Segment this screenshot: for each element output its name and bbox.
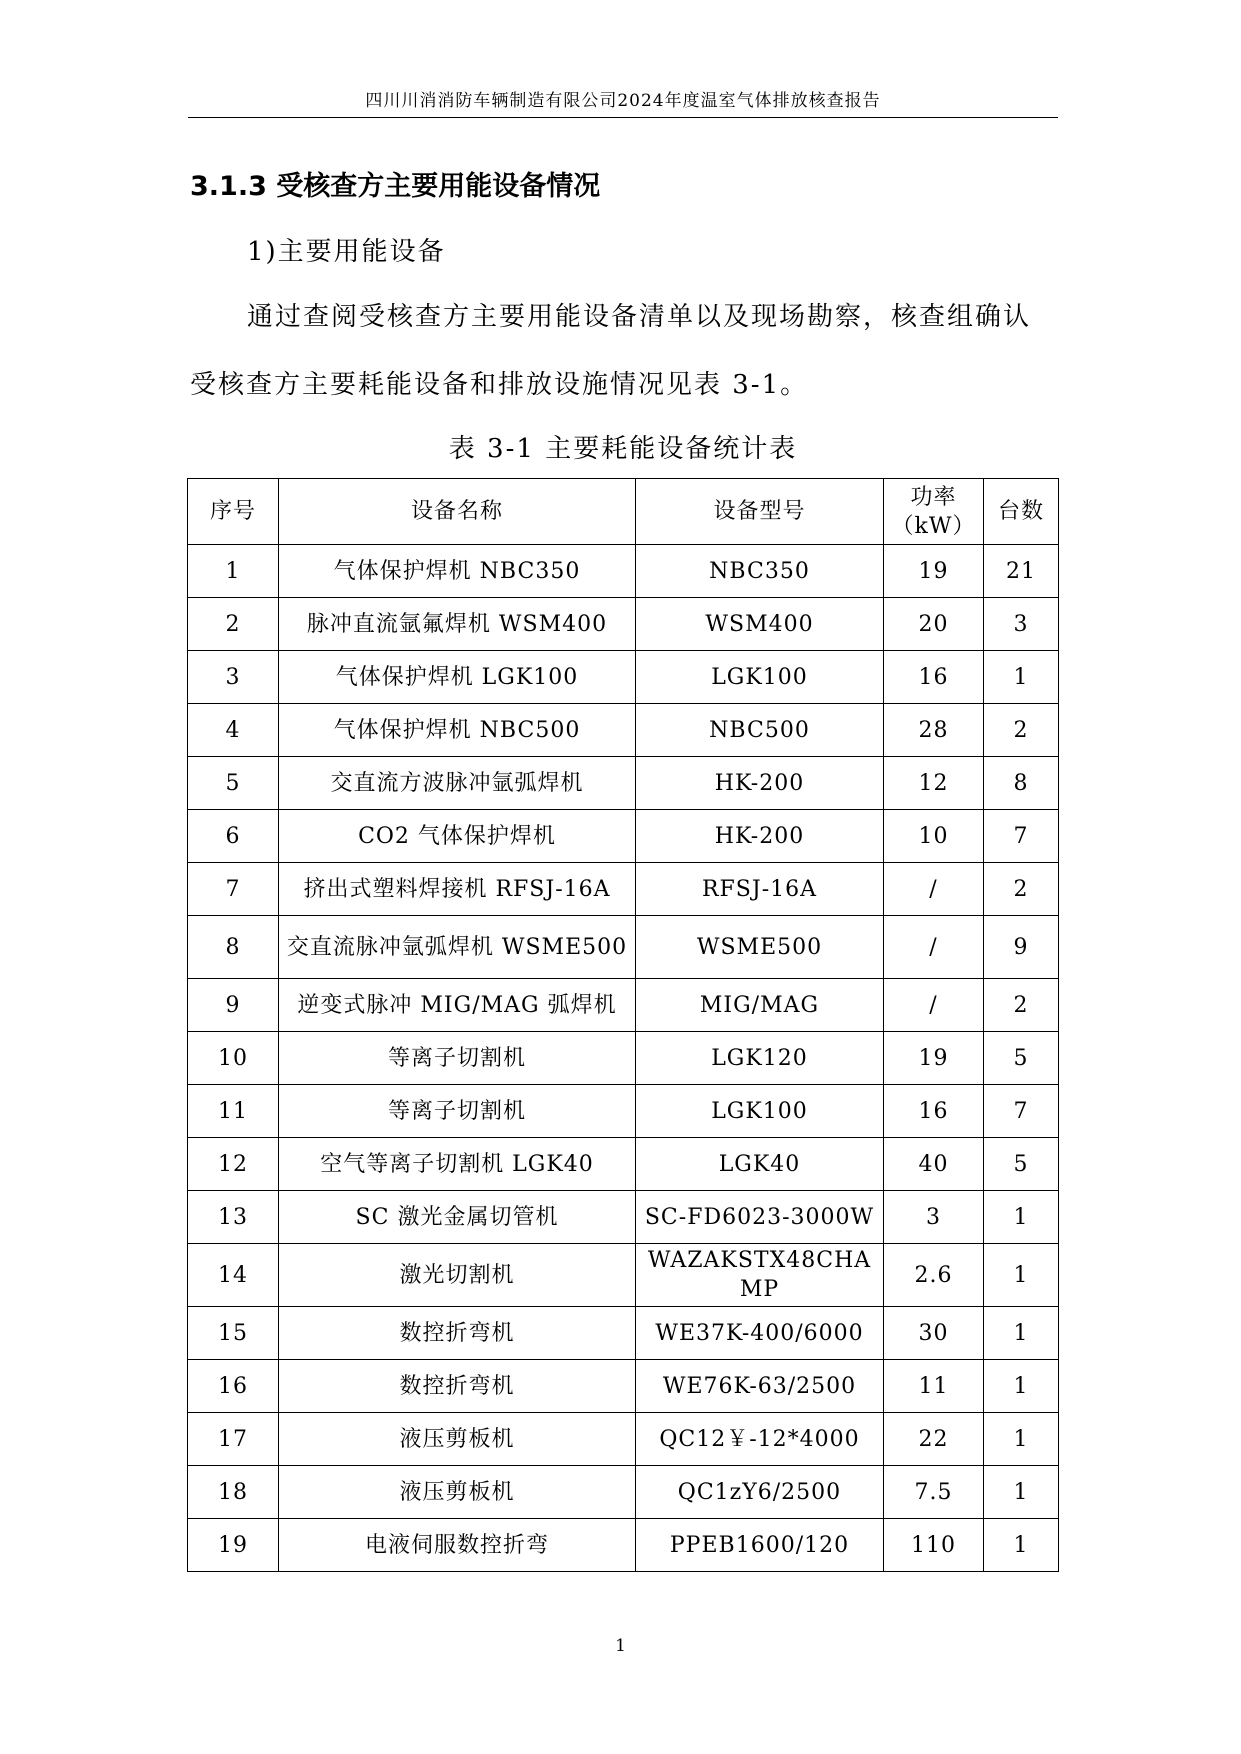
cell-name: 数控折弯机 [279,1360,636,1413]
header-power-unit: （kW） [891,513,976,539]
cell-model: SC-FD6023-3000W [636,1191,884,1244]
table-row [188,1191,1059,1244]
cell-power: 10 [884,810,984,863]
cell-count: 9 [984,916,1059,979]
cell-model: WSME500 [636,916,884,979]
cell-count: 3 [984,598,1059,651]
cell-count: 1 [984,1413,1059,1466]
cell-power: 20 [884,598,984,651]
header-power-label: 功率 [910,484,957,510]
section-title: 3.1.3 受核查方主要用能设备情况 [190,171,601,202]
cell-model: HK-200 [636,757,884,810]
cell-power: 2.6 [884,1244,984,1307]
cell-count: 1 [984,1307,1059,1360]
cell-no: 19 [188,1519,279,1572]
cell-count: 5 [984,1138,1059,1191]
cell-no: 7 [188,863,279,916]
table-row [188,598,1059,651]
cell-name: 电液伺服数控折弯 [279,1519,636,1572]
cell-no: 11 [188,1085,279,1138]
cell-power: 19 [884,545,984,598]
cell-model: QC1zY6/2500 [636,1466,884,1519]
table-row [188,1138,1059,1191]
cell-power: 3 [884,1191,984,1244]
cell-no: 13 [188,1191,279,1244]
cell-count: 2 [984,704,1059,757]
cell-model: LGK120 [636,1032,884,1085]
cell-model: LGK100 [636,1085,884,1138]
table-row [188,1307,1059,1360]
equipment-table [187,478,1059,1572]
cell-count: 2 [984,863,1059,916]
table-row [188,545,1059,598]
header-divider [188,117,1058,118]
cell-name: 脉冲直流氩氟焊机 WSM400 [279,598,636,651]
table-row [188,1244,1059,1307]
cell-model: LGK100 [636,651,884,704]
cell-model: NBC350 [636,545,884,598]
cell-no: 1 [188,545,279,598]
cell-no: 10 [188,1032,279,1085]
cell-power: 16 [884,651,984,704]
subsection-title: 1)主要用能设备 [247,237,446,267]
header-no: 序号 [188,479,279,545]
page-header: 四川川消消防车辆制造有限公司2024年度温室气体排放核查报告 [365,91,881,111]
header-model: 设备型号 [636,479,884,545]
cell-name: 等离子切割机 [279,1032,636,1085]
cell-model: WE37K-400/6000 [636,1307,884,1360]
cell-model: WAZAKSTX48CHAMP [636,1244,884,1307]
cell-no: 9 [188,979,279,1032]
cell-model: HK-200 [636,810,884,863]
header-name: 设备名称 [279,479,636,545]
cell-power: 16 [884,1085,984,1138]
cell-power: 19 [884,1032,984,1085]
cell-no: 16 [188,1360,279,1413]
cell-count: 1 [984,651,1059,704]
cell-power: 11 [884,1360,984,1413]
cell-name: CO2 气体保护焊机 [279,810,636,863]
cell-name: 逆变式脉冲 MIG/MAG 弧焊机 [279,979,636,1032]
table-row [188,651,1059,704]
cell-no: 6 [188,810,279,863]
cell-no: 2 [188,598,279,651]
cell-power: 40 [884,1138,984,1191]
cell-model: QC12￥-12*4000 [636,1413,884,1466]
cell-name: 液压剪板机 [279,1466,636,1519]
cell-name: SC 激光金属切管机 [279,1191,636,1244]
cell-model: RFSJ-16A [636,863,884,916]
cell-power: 30 [884,1307,984,1360]
cell-model: WSM400 [636,598,884,651]
cell-count: 1 [984,1519,1059,1572]
cell-count: 5 [984,1032,1059,1085]
cell-name: 交直流脉冲氩弧焊机 WSME500 [279,916,636,979]
cell-no: 18 [188,1466,279,1519]
cell-model: NBC500 [636,704,884,757]
cell-model: LGK40 [636,1138,884,1191]
cell-model: MIG/MAG [636,979,884,1032]
cell-count: 2 [984,979,1059,1032]
table-row [188,810,1059,863]
cell-model: WE76K-63/2500 [636,1360,884,1413]
cell-power: 12 [884,757,984,810]
cell-name: 气体保护焊机 LGK100 [279,651,636,704]
cell-count: 1 [984,1191,1059,1244]
cell-power: 110 [884,1519,984,1572]
cell-name: 交直流方波脉冲氩弧焊机 [279,757,636,810]
cell-name: 等离子切割机 [279,1085,636,1138]
cell-count: 7 [984,1085,1059,1138]
cell-power: / [884,916,984,979]
table-row [188,757,1059,810]
cell-power: 7.5 [884,1466,984,1519]
cell-name: 气体保护焊机 NBC350 [279,545,636,598]
table-row [188,916,1059,979]
table-row [188,1519,1059,1572]
cell-count: 8 [984,757,1059,810]
cell-power: / [884,979,984,1032]
cell-name: 气体保护焊机 NBC500 [279,704,636,757]
cell-name: 液压剪板机 [279,1413,636,1466]
table-header-row [188,479,1059,545]
cell-count: 1 [984,1244,1059,1307]
cell-name: 激光切割机 [279,1244,636,1307]
cell-no: 8 [188,916,279,979]
cell-no: 5 [188,757,279,810]
cell-model: PPEB1600/120 [636,1519,884,1572]
paragraph-line-2: 受核查方主要耗能设备和排放设施情况见表 3-1。 [190,370,809,400]
cell-count: 21 [984,545,1059,598]
table-row [188,704,1059,757]
cell-count: 7 [984,810,1059,863]
table-row [188,1085,1059,1138]
cell-name: 空气等离子切割机 LGK40 [279,1138,636,1191]
header-count: 台数 [984,479,1059,545]
cell-no: 17 [188,1413,279,1466]
table-row [188,1360,1059,1413]
cell-count: 1 [984,1360,1059,1413]
table-row [188,863,1059,916]
cell-name: 数控折弯机 [279,1307,636,1360]
paragraph-line-1: 通过查阅受核查方主要用能设备清单以及现场勘察，核查组确认 [247,302,1032,332]
table-caption: 表 3-1 主要耗能设备统计表 [448,434,798,464]
cell-power: 22 [884,1413,984,1466]
page-number: 1 [615,1636,626,1656]
cell-no: 15 [188,1307,279,1360]
table-row [188,1466,1059,1519]
cell-no: 4 [188,704,279,757]
cell-no: 14 [188,1244,279,1307]
cell-power: / [884,863,984,916]
table-row [188,979,1059,1032]
cell-no: 12 [188,1138,279,1191]
header-power [884,479,984,545]
table-row [188,1032,1059,1085]
cell-count: 1 [984,1466,1059,1519]
cell-power: 28 [884,704,984,757]
table-row [188,1413,1059,1466]
cell-name: 挤出式塑料焊接机 RFSJ-16A [279,863,636,916]
cell-no: 3 [188,651,279,704]
